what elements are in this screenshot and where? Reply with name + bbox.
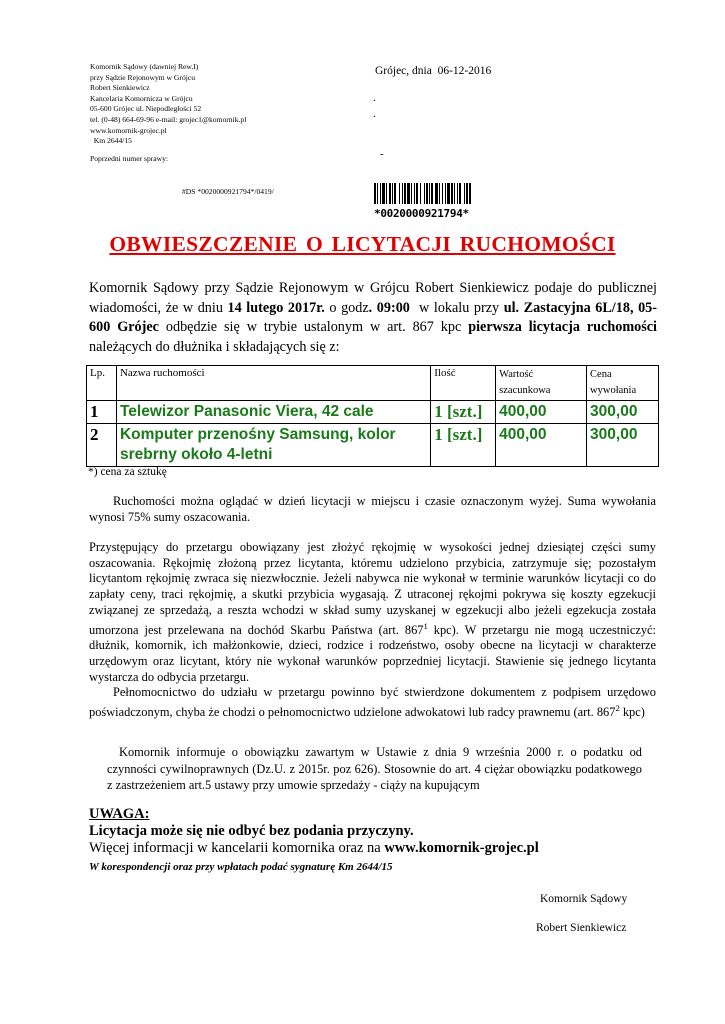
col-header-name: Nazwa ruchomości — [116, 366, 430, 401]
barcode-bar — [392, 183, 393, 204]
intro-text: należących do dłużnika i składających się z: — [89, 338, 340, 355]
bailiff-header — [90, 62, 246, 147]
cell-value: 400,00 — [496, 401, 587, 424]
price-note: *) cena za sztukę — [88, 466, 167, 478]
intro-text: odbędzie się w trybie ustalonym w art. 867 kpc — [158, 319, 469, 335]
document-reference: #DS *0020000921794*/0419/ — [182, 187, 274, 196]
barcode-bar — [394, 183, 396, 204]
header-line: Km 2644/15 — [90, 136, 132, 146]
barcode-bar — [466, 183, 468, 204]
more-info-text: Więcej informacji w kancelarii komornika oraz na — [89, 840, 385, 856]
tax-paragraph: Komornik informuje o obowiązku zawartym w Ustawie z dnia 9 września 2000 r. o podatku od czynności cywilnoprawnych (Dz.U. z 2015r. poz 626). Stosownie do art. 4 ciężar obowiązku podatkowego z zastrzeżeniem art.5 ustawy przy umowie sprzedaży - ciąży na kupującym — [107, 745, 642, 793]
cell-price: 300,00 — [587, 424, 659, 467]
intro-text: w lokalu przy — [409, 299, 504, 316]
barcode-bar — [445, 183, 446, 204]
barcode-bar — [399, 183, 400, 204]
proxy-paragraph — [89, 685, 656, 721]
cell-qty: 1 [szt.] — [431, 424, 496, 467]
barcode-bar — [464, 183, 465, 204]
barcode-bar — [424, 183, 425, 204]
footnote-sup: 2 — [615, 702, 620, 713]
barcode-bar — [389, 183, 391, 204]
header-line: Robert Sienkiewicz — [90, 83, 150, 93]
proxy-text: kpc) — [619, 704, 645, 719]
header-line: 05-600 Grójec ul. Niepodległości 52 — [90, 104, 202, 114]
website-link[interactable]: www.komornik-grojec.pl — [384, 840, 539, 856]
intro-paragraph — [89, 279, 657, 357]
barcode-bars — [374, 183, 502, 204]
col-header-price: Cena wywołania — [587, 366, 659, 401]
barcode-bar — [426, 183, 428, 204]
cell-qty: 1 [szt.] — [431, 401, 496, 424]
viewing-paragraph: Ruchomości można oglądać w dzień licytacji w miejscu i czasie oznaczonym wyżej. Suma wywołania wynosi 75% sumy oszacowania. — [89, 494, 656, 524]
barcode-bar — [431, 183, 433, 204]
intro-text: Komornik Sądowy przy Sądzie Rejonowym w Grójcu Robert Sienkiewicz podaje do publicznej wiadomości, że w dniu — [89, 280, 657, 316]
deposit-paragraph — [89, 540, 656, 685]
notice-heading: UWAGA: — [89, 806, 150, 822]
auction-type: pierwsza licytacja ruchomości — [468, 319, 657, 335]
barcode-bar — [386, 183, 387, 204]
cell-price: 300,00 — [587, 401, 659, 424]
dot-mark: . — [373, 92, 376, 104]
barcode-bar — [435, 183, 438, 204]
barcode-bar — [377, 183, 378, 204]
barcode-bar — [404, 183, 406, 204]
cell-lp: 1 — [87, 401, 117, 424]
correspondence-note: W korespondencji oraz przy wpłatach podać sygnaturę Km 2644/15 — [89, 861, 393, 873]
table-row — [87, 424, 659, 467]
barcode-text: *0020000921794* — [374, 207, 469, 220]
no-reason-notice: Licytacja może się nie odbyć bez podania przyczyny. — [89, 823, 414, 839]
previous-case-number: Poprzedni numer sprawy: — [90, 154, 169, 163]
col-header-qty: Ilość — [431, 366, 496, 401]
dot-mark: . — [373, 108, 376, 120]
proxy-text: Pełnomocnictwo do udziału w przetargu powinno być stwierdzone dokumentem z podpisem urzędowo poświadczonym, chyba że chodzi o pełnomocnictwo udzielone adwokatowi lub radcy prawnemu (art. 867 — [89, 685, 656, 719]
auction-address: ul. Zastacyjna 6L/18, 05-600 Grójec — [89, 299, 657, 335]
cell-name: Telewizor Panasonic Viera, 42 cale — [116, 401, 430, 424]
more-info — [89, 840, 539, 857]
barcode-bar — [439, 183, 440, 204]
header-line: Komornik Sądowy (dawniej Rew.I) — [90, 62, 199, 71]
barcode-bar — [416, 183, 418, 204]
barcode-bar — [451, 183, 453, 204]
cell-name: Komputer przenośny Samsung, kolor srebrny około 4-letni — [116, 424, 430, 467]
dash-mark: - — [380, 148, 384, 160]
barcode-bar — [374, 183, 376, 204]
barcode-bar — [382, 183, 385, 204]
header-line: www.komornik-grojec.pl — [90, 125, 167, 135]
barcode — [374, 183, 502, 220]
barcode-bar — [414, 183, 415, 204]
col-header-value: Wartość szacunkowa — [496, 366, 587, 401]
footnote-sup: 1 — [423, 620, 428, 631]
cell-value: 400,00 — [496, 424, 587, 467]
auction-time: . 09:00 — [368, 299, 410, 316]
deposit-text: kpc). W przetargu nie mogą uczestniczyć: dłużnik, komornik, ich małżonkowie, dzieci, rodzice i rodzeństwo, osoby obecne na licytacji w charakterze urzędowym oraz licytant, który nie wykonał warunków poprzedniej licytacji. Stawienie się jednego licytanta wystarcza do odbycia przetargu. — [89, 622, 657, 684]
barcode-bar — [469, 183, 471, 204]
header-line: tel. (0-48) 664-69-96 e-mail: grojec1@komornik.pl — [90, 114, 247, 124]
header-line: przy Sądzie Rejonowym w Grójcu — [90, 72, 196, 82]
barcode-bar — [442, 183, 443, 204]
notice-title: OBWIESZCZENIE O LICYTACJI RUCHOMOŚCI — [109, 232, 616, 256]
intro-text: o godz — [324, 299, 369, 316]
header-line: Kancelaria Komornicza w Grójcu — [90, 93, 193, 103]
barcode-bar — [457, 183, 458, 204]
table-header-row — [87, 366, 659, 401]
col-header-lp: Lp. — [87, 366, 117, 401]
barcode-bar — [420, 183, 421, 204]
table-row — [87, 401, 659, 424]
auction-date: 14 lutego 2017r. — [227, 299, 325, 316]
barcode-bar — [459, 183, 461, 204]
place-date: Grójec, dnia 06-12-2016 — [375, 65, 492, 77]
barcode-bar — [380, 183, 381, 204]
barcode-bar — [454, 183, 455, 204]
barcode-bar — [402, 183, 403, 204]
items-table — [86, 365, 659, 467]
cell-lp: 2 — [87, 424, 117, 467]
barcode-bar — [411, 183, 412, 204]
deposit-text: Przystępujący do przetargu obowiązany jest złożyć rękojmię w wysokości jednej dziesiątej części sumy oszacowania. Rękojmię złożoną przez licytanta, któremu udzielono przybicia, zatrzymuje się; pozostałym licytantom rękojmię zwraca się niezwłocznie. Jeżeli nabywca nie wykonał w terminie warunków licytacji co do zapłaty ceny, traci rękojmię, a skutki przybicia wygasają. Z utraconej rękojmi pokrywa się koszty egzekucji związanej ze sprzedażą, a reszta wchodzi w skład sumy uzyskanej w egzekucji albo jeżeli egzekucja została umorzona jest przelewana na dochód Skarbu Państwa (art. 867 — [89, 540, 656, 637]
barcode-bar — [429, 183, 430, 204]
signature-role: Komornik Sądowy — [540, 893, 628, 905]
barcode-bar — [447, 183, 450, 204]
signature-name: Robert Sienkiewicz — [536, 922, 627, 934]
barcode-bar — [407, 183, 410, 204]
